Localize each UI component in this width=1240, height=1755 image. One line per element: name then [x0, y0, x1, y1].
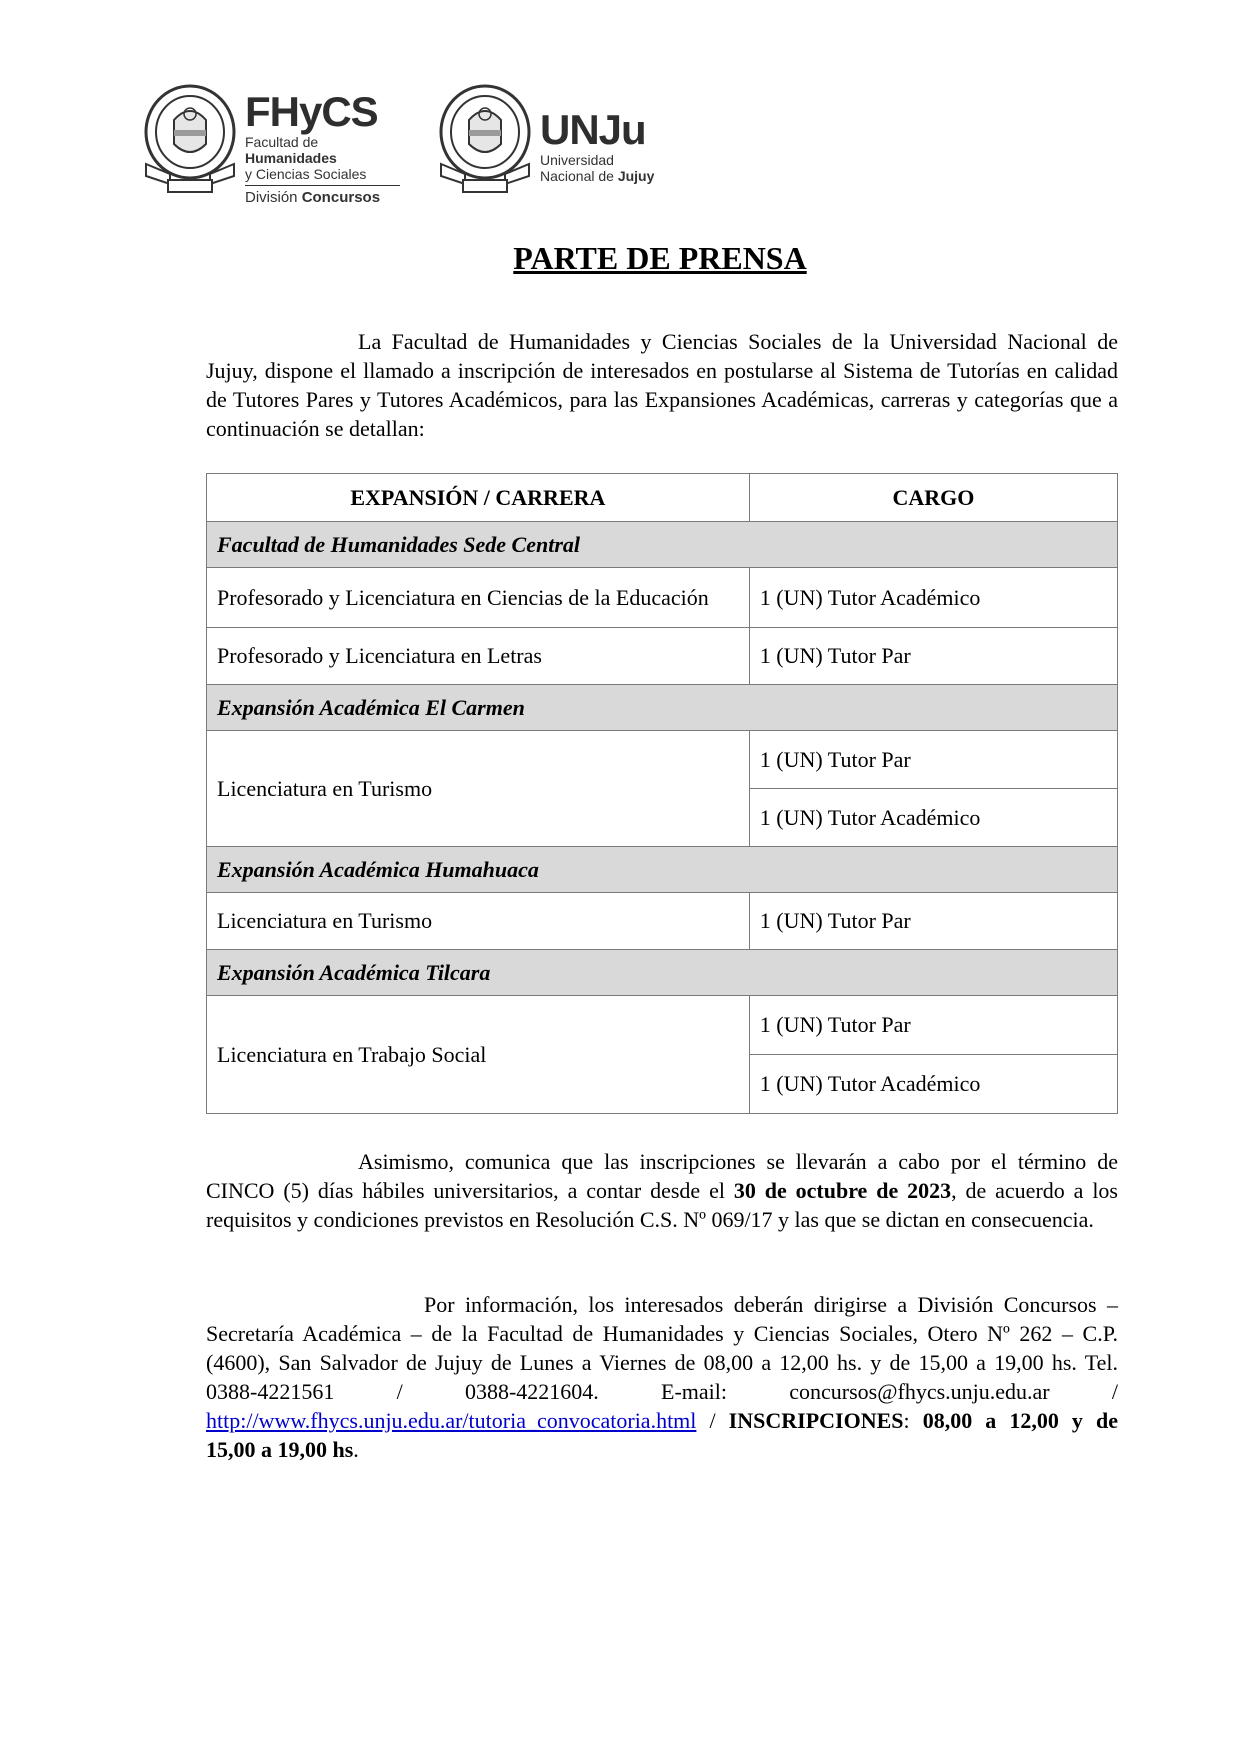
page-title: PARTE DE PRENSA	[513, 240, 807, 276]
carrera-cell: Licenciatura en Turismo	[207, 893, 750, 950]
contact-paragraph	[206, 1290, 1118, 1464]
fhycs-division	[245, 189, 410, 206]
table-row	[207, 568, 1118, 628]
unju-line1: Universidad	[540, 152, 614, 168]
cargo-cell: 1 (UN) Tutor Académico	[749, 1055, 1117, 1114]
cargo-cell: 1 (UN) Tutor Par	[749, 893, 1117, 950]
unju-line2-pre: Nacional de	[540, 168, 618, 184]
header-logos	[140, 80, 700, 206]
inscripciones-label: INSCRIPCIONES	[728, 1408, 904, 1433]
table-row	[207, 628, 1118, 685]
cargo-cell: 1 (UN) Tutor Académico	[749, 789, 1117, 847]
cargo-cell: 1 (UN) Tutor Académico	[749, 568, 1117, 628]
table-header-row	[207, 474, 1118, 522]
carrera-cell: Licenciatura en Trabajo Social	[207, 996, 750, 1114]
fhycs-division-bold: Concursos	[301, 189, 381, 206]
fhycs-line1	[245, 134, 410, 166]
cargo-cell: 1 (UN) Tutor Par	[749, 628, 1117, 685]
carrera-cell: Licenciatura en Turismo	[207, 731, 750, 847]
section-row	[207, 522, 1118, 568]
section-name: Expansión Académica Humahuaca	[207, 847, 1118, 893]
section-row	[207, 685, 1118, 731]
header-carrera: EXPANSIÓN / CARRERA	[207, 474, 750, 522]
section-name: Facultad de Humanidades Sede Central	[207, 522, 1118, 568]
fhycs-line1-bold: Humanidades	[245, 150, 337, 166]
unju-logo-text	[540, 108, 654, 184]
cargo-cell: 1 (UN) Tutor Par	[749, 996, 1117, 1055]
convocatoria-link[interactable]: http://www.fhycs.unju.edu.ar/tutoria_convocatoria.html	[206, 1408, 697, 1433]
cargo-cell: 1 (UN) Tutor Par	[749, 731, 1117, 789]
para2-pre: Asimismo, comunica que las inscripciones se llevarán a cabo por el término de CINCO (5) días hábiles universitarios, a contar desde el	[206, 1149, 1118, 1203]
fhycs-line2: y Ciencias Sociales	[245, 166, 367, 182]
unju-line2	[540, 168, 654, 184]
para3-pre: Por información, los interesados deberán dirigirse a División Concursos – Secretaría Académica – de la Facultad de Humanidades y Ciencias Sociales, Otero Nº 262 – C.P. (4600), San Salvador de Jujuy de Lunes a Viernes de 08,00 a 12,00 hs. y de 15,00 a 19,00 hs. Tel. 0388-4221561 / 0388-4221604. E-mail: concursos@fhycs.unju.edu.ar /	[206, 1292, 1118, 1404]
inscripciones-hours: 08,00 a 12,00 y de 15,00 a 19,00 hs	[206, 1408, 1118, 1462]
para3-sep: /	[696, 1408, 729, 1433]
fhycs-acronym: FHyCS	[245, 88, 378, 135]
section-row	[207, 950, 1118, 996]
carrera-cell: Profesorado y Licenciatura en Letras	[207, 628, 750, 685]
fhycs-division-pre: División	[245, 189, 302, 206]
para3-colon: :	[903, 1408, 923, 1433]
university-seal-icon	[435, 80, 535, 200]
fhycs-logo	[140, 80, 410, 206]
fhycs-logo-rule	[245, 185, 400, 186]
section-name: Expansión Académica El Carmen	[207, 685, 1118, 731]
positions-table	[206, 473, 1118, 1114]
unju-acronym: UNJu	[540, 106, 646, 153]
table-row	[207, 996, 1118, 1055]
fhycs-line1-pre: Facultad de	[245, 134, 319, 150]
university-seal-icon	[140, 80, 240, 200]
carrera-cell: Profesorado y Licenciatura en Ciencias de la Educación	[207, 568, 750, 628]
section-row	[207, 847, 1118, 893]
table-row	[207, 893, 1118, 950]
inscription-date: 30 de octubre de 2023	[733, 1178, 952, 1203]
table-row	[207, 731, 1118, 789]
section-name: Expansión Académica Tilcara	[207, 950, 1118, 996]
unju-line2-bold: Jujuy	[617, 168, 655, 184]
para2-post: , de acuerdo a los requisitos y condiciones previstos en Resolución C.S. Nº 069/17 y las que se dictan en consecuencia.	[206, 1178, 1118, 1232]
inscription-paragraph	[206, 1147, 1118, 1234]
intro-paragraph: La Facultad de Humanidades y Ciencias Sociales de la Universidad Nacional de Jujuy, dispone el llamado a inscripción de interesados en postularse al Sistema de Tutorías en calidad de Tutores Pares y Tutores Académicos, para las Expansiones Académicas, carreras y categorías que a continuación se detallan:	[206, 329, 1118, 441]
para3-end: .	[353, 1437, 359, 1462]
header-cargo: CARGO	[749, 474, 1117, 522]
unju-logo	[435, 80, 695, 200]
fhycs-logo-text	[245, 90, 410, 206]
